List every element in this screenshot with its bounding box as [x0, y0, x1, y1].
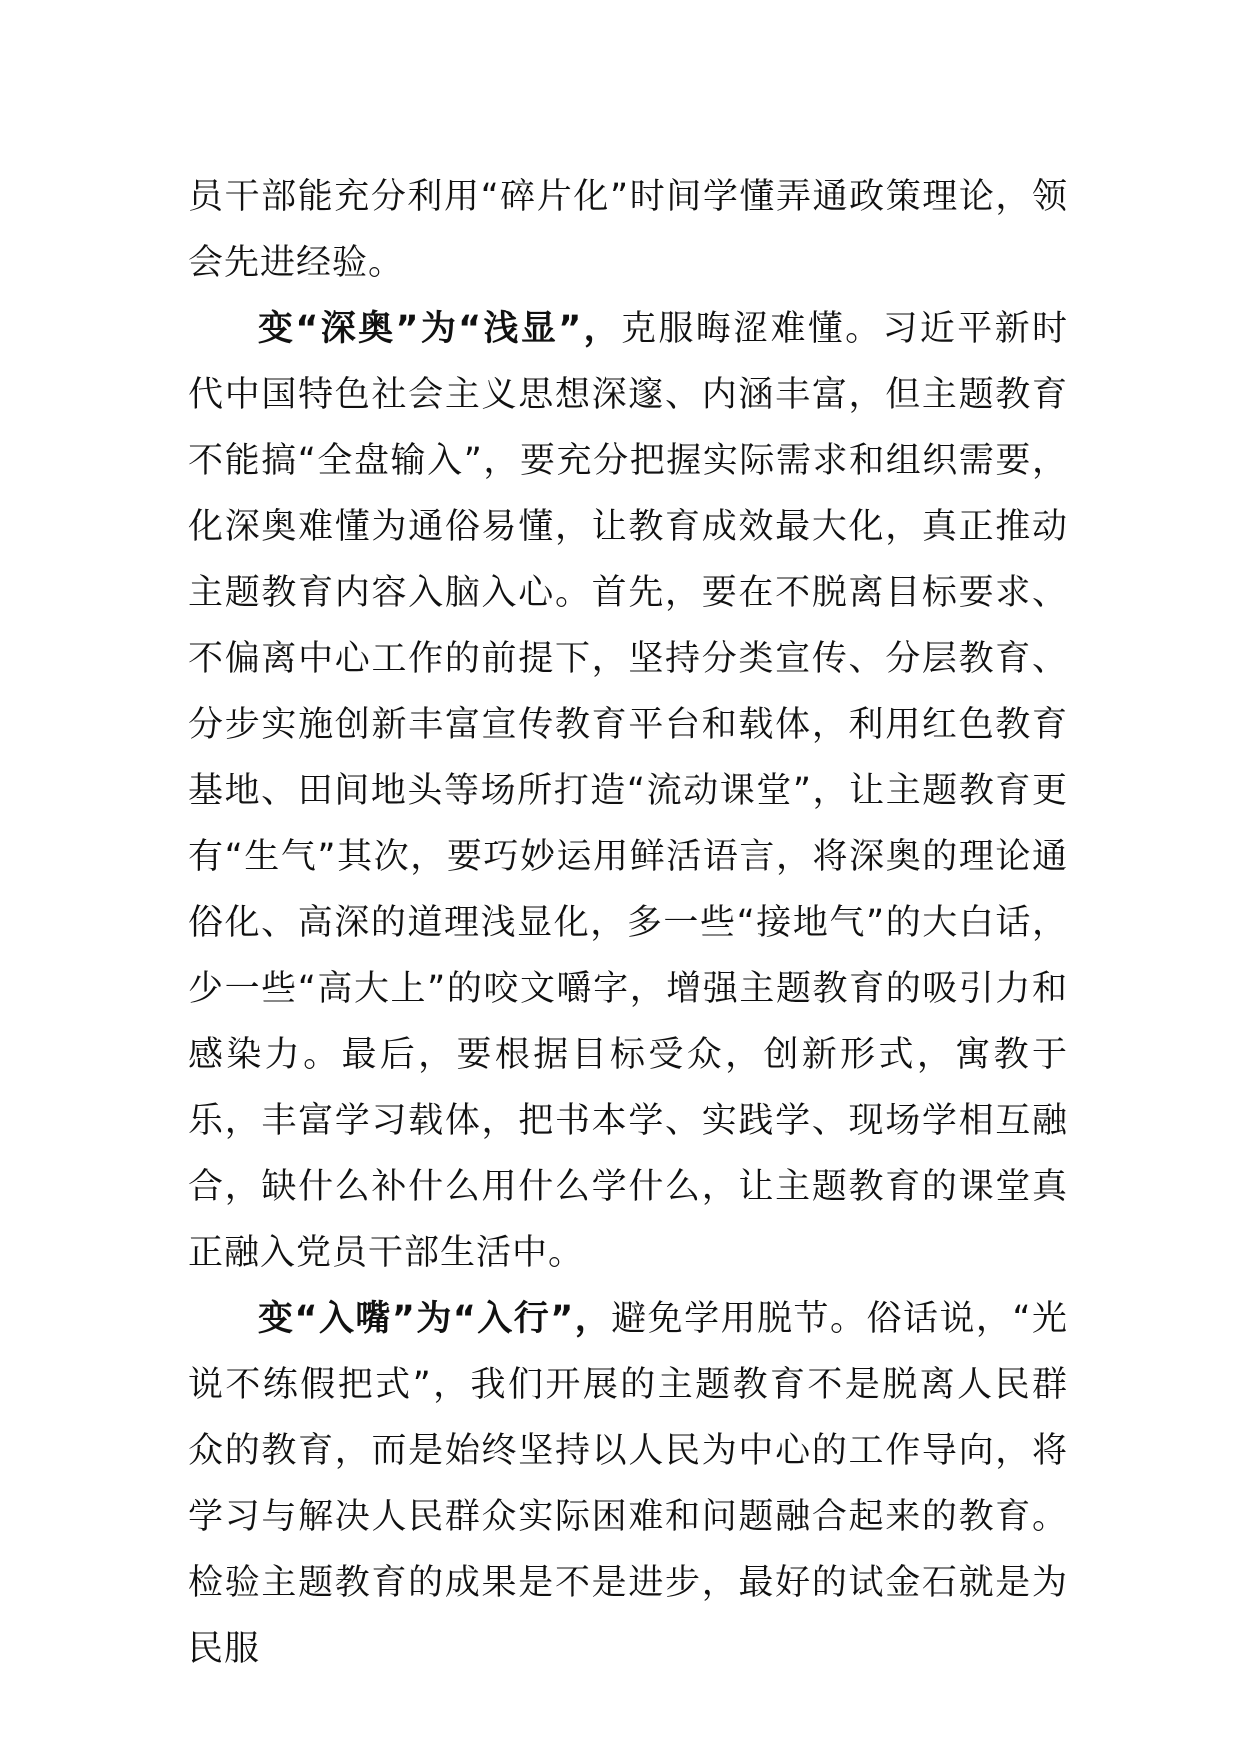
paragraph-1-text: 员干部能充分利用“碎片化”时间学懂弄通政策理论，领会先进经验。: [188, 177, 1068, 283]
paragraph-3: [188, 1286, 1068, 1682]
paragraph-2-body: 克服晦涩难懂。习近平新时代中国特色社会主义思想深邃、内涵丰富，但主题教育不能搞“全盘输入”，要充分把握实际需求和组织需要，化深奥难懂为通俗易懂，让教育成效最大化，真正推动主题教育内容入脑入心。首先，要在不脱离目标要求、不偏离中心工作的前提下，坚持分类宣传、分层教育、分步实施创新丰富宣传教育平台和载体，利用红色教育基地、田间地头等场所打造“流动课堂”，让主题教育更有“生气”其次，要巧妙运用鲜活语言，将深奥的理论通俗化、高深的道理浅显化，多一些“接地气”的大白话，少一些“高大上”的咬文嚼字，增强主题教育的吸引力和感染力。最后，要根据目标受众，创新形式，寓教于乐，丰富学习载体，把书本学、实践学、现场学相互融合，缺什么补什么用什么学什么，让主题教育的课堂真正融入党员干部生活中。: [188, 309, 1068, 1273]
paragraph-1: [188, 164, 1068, 296]
paragraph-3-body: 避免学用脱节。俗话说，“光说不练假把式”，我们开展的主题教育不是脱离人民群众的教育，而是始终坚持以人民为中心的工作导向，将学习与解决人民群众实际困难和问题融合起来的教育。检验主题教育的成果是不是进步，最好的试金石就是为民服: [188, 1299, 1068, 1669]
paragraph-3-heading: 变“入嘴”为“入行”，: [258, 1299, 612, 1339]
paragraph-2-heading: 变“深奥”为“浅显”，: [258, 309, 621, 349]
document-body: [188, 164, 1068, 1682]
paragraph-2: [188, 296, 1068, 1286]
